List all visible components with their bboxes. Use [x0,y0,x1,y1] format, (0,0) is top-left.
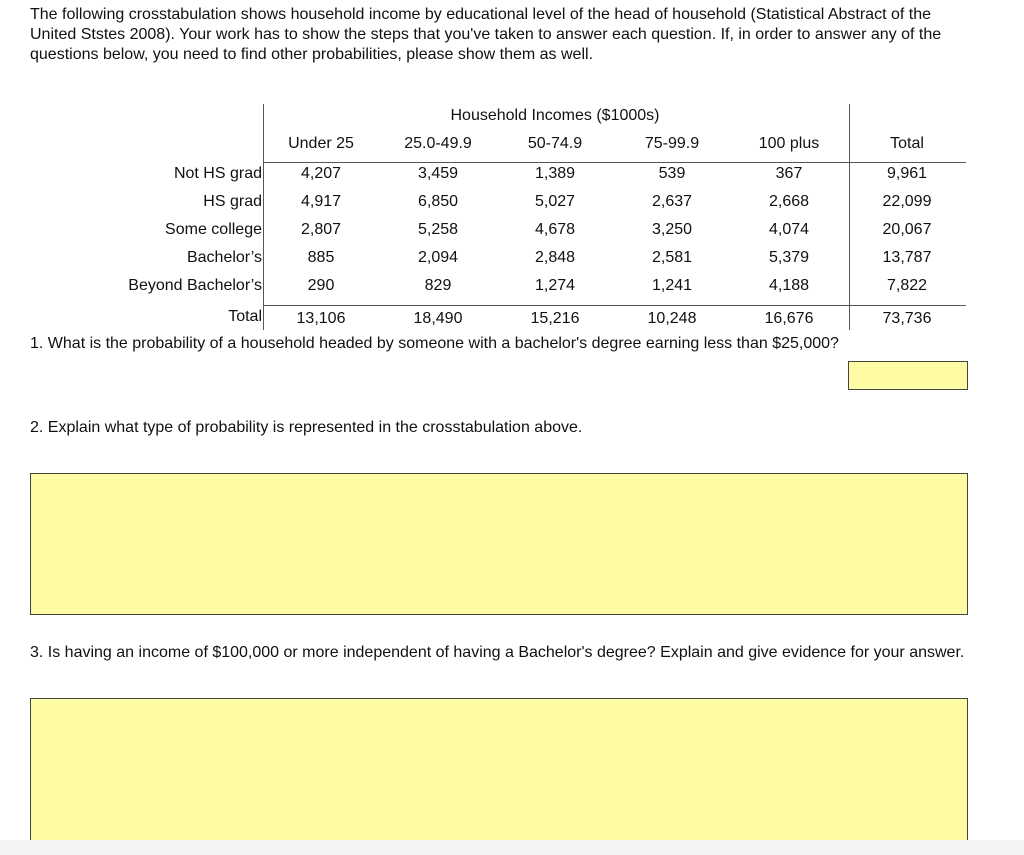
row-label: Beyond Bachelor’s [128,277,262,294]
table-cell: 5,027 [534,193,576,210]
table-cell: 4,188 [768,277,810,294]
table-left-border [263,104,264,330]
row-label: Some college [165,221,262,238]
table-cell: 22,099 [882,193,932,210]
table-cell: 2,807 [300,221,342,238]
table-cell: 13,787 [882,249,932,266]
table-cell: 4,207 [300,165,342,182]
table-cell: 2,094 [417,249,459,266]
table-cell: 290 [307,277,335,294]
total-cell: 16,676 [764,310,814,327]
column-header: 25.0-49.9 [404,135,472,152]
total-row-label: Total [228,308,262,325]
total-cell: 73,736 [882,310,932,327]
total-cell: 15,216 [530,310,580,327]
table-cell: 2,668 [768,193,810,210]
table-cell: 5,379 [768,249,810,266]
table-cell: 9,961 [886,165,928,182]
table-total-rule [263,305,966,306]
table-cell: 3,459 [417,165,459,182]
table-cell: 4,917 [300,193,342,210]
answer-box-q3[interactable] [30,698,968,843]
table-cell: 539 [658,165,686,182]
table-cell: 7,822 [886,277,928,294]
table-cell: 20,067 [882,221,932,238]
table-cell: 829 [424,277,452,294]
intro-paragraph: The following crosstabulation shows household income by educational level of the head of household (Statistical Abstract of the United Ststes 2008). Your work has to show the steps that you've taken to answer each question. If, in order to answer any of the questions below, you need to find other probabilities, please show them as well. [30,6,942,63]
table-cell: 5,258 [417,221,459,238]
table-cell: 1,274 [534,277,576,294]
page-bottom-edge [0,840,1024,855]
column-header: Under 25 [288,135,354,152]
table-cell: 4,678 [534,221,576,238]
row-label: Not HS grad [173,165,262,182]
column-header: 75-99.9 [644,135,700,152]
question-3: 3. Is having an income of $100,000 or more independent of having a Bachelor's degree? Explain and give evidence for your answer. [30,644,965,661]
column-header: Total [890,135,924,152]
column-header: 50-74.9 [527,135,583,152]
table-cell: 2,581 [651,249,693,266]
answer-box-q2[interactable] [30,473,968,615]
table-cell: 6,850 [417,193,459,210]
table-cell: 1,241 [651,277,693,294]
row-label: Bachelor’s [186,249,262,266]
table-cell: 2,637 [651,193,693,210]
row-label: HS grad [203,193,262,210]
total-cell: 10,248 [647,310,697,327]
table-cell: 367 [775,165,803,182]
table-group-header: Household Incomes ($1000s) [450,107,660,124]
column-header: 100 plus [758,135,820,152]
question-2: 2. Explain what type of probability is represented in the crosstabulation above. [30,419,583,436]
total-cell: 13,106 [296,310,346,327]
table-cell: 1,389 [534,165,576,182]
table-header-rule [263,162,966,163]
table-cell: 885 [307,249,335,266]
table-total-divider [849,104,850,330]
question-1: 1. What is the probability of a household headed by someone with a bachelor's degree earning less than $25,000? [30,335,839,352]
table-cell: 3,250 [651,221,693,238]
table-cell: 4,074 [768,221,810,238]
total-cell: 18,490 [413,310,463,327]
answer-box-q1[interactable] [848,361,968,390]
table-cell: 2,848 [534,249,576,266]
